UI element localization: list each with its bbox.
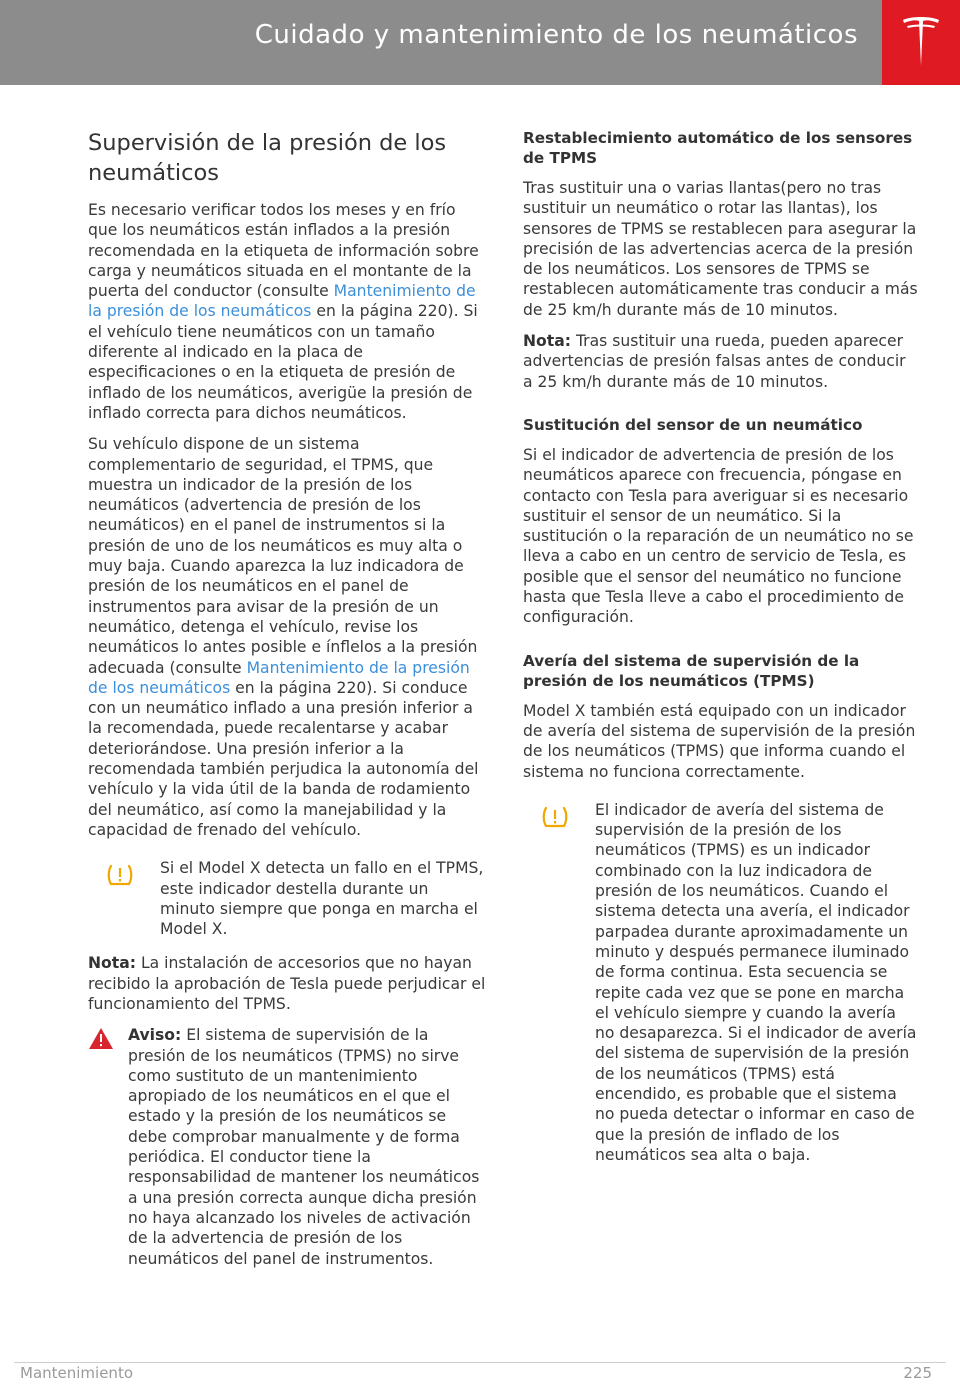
- page-number: 225: [903, 1364, 932, 1382]
- note-label: Nota:: [88, 954, 136, 973]
- subheading-sensor-replacement: Sustitución del sensor de un neumático: [523, 415, 863, 434]
- link-tire-pressure-maintenance[interactable]: Mantenimiento de la presión de los neumáticos: [88, 658, 470, 697]
- note: [523, 331, 919, 392]
- paragraph: Model X también está equipado con un indicador de avería del sistema de supervisión de la presión de los neumáticos (TPMS) que informa cuando el sistema no funciona correctamente.: [523, 701, 916, 781]
- warning-triangle-icon: [88, 1027, 114, 1050]
- warning-text: El sistema de supervisión de la presión de los neumáticos (TPMS) no sirve como sustituto de un mantenimiento apropiado de los neumáticos en el que el estado y la presión de los neumáticos se debe comprobar manualmente y de forma periódica. El conductor tiene la responsabilidad de mantener los neumáticos a una presión correcta aunque dicha presión no haya alcanzado los niveles de activación de la advertencia de presión de los neumáticos del panel de instrumentos.: [128, 1026, 480, 1268]
- warning-box: [88, 1025, 488, 1269]
- paragraph-text: en la página 220). Si el vehículo tiene neumáticos con un tamaño diferente al indicado en la placa de especificaciones o en la etiqueta de presión de inflado de los neumáticos, averigüe la presión de inflado correcta para dichos neumáticos.: [88, 302, 478, 422]
- note: [88, 953, 488, 1014]
- paragraph: Tras sustituir una o varias llantas(pero no tras sustituir un neumático o rotar las llantas), los sensores de TPMS se restablecen para asegurar la precisión de las advertencias acerca de la presión de los neumáticos. Los sensores de TPMS se restablecen automáticamente tras conducir a más de 25 km/h durante más de 10 minutos.: [523, 179, 918, 319]
- paragraph-text: Es necesario verificar todos los meses y en frío que los neumáticos están inflados a la presión recomendada en la etiqueta de información sobre carga y neumáticos situada en el montante de la puerta del conductor (consulte: [88, 201, 479, 301]
- paragraph: [88, 434, 488, 840]
- page-header: [0, 0, 882, 85]
- paragraph-text: en la página 220). Si conduce con un neumático inflado a una presión inferior a la recomendada, puede recalentarse y acabar deteriorándose. Una presión inferior a la recomendada también perjudica la autonomía del vehículo y la vida útil de la banda de rodamiento del neumático, así como la manejabilidad y la capacidad de frenado del vehículo.: [88, 678, 479, 839]
- note-label: Nota:: [523, 332, 571, 351]
- warning-text-block: [128, 1025, 488, 1269]
- footer-section: Mantenimiento: [20, 1364, 133, 1382]
- tpms-warning-icon: [541, 804, 569, 830]
- subheading-sensor-reset: Restablecimiento automático de los sensores de TPMS: [523, 129, 913, 167]
- tesla-logo: [882, 0, 960, 85]
- link-tire-pressure-maintenance[interactable]: Mantenimiento de la presión de los neumáticos: [88, 282, 476, 321]
- tpms-fault-callout: [523, 800, 919, 1165]
- tpms-warning-icon: [106, 862, 134, 888]
- right-column: [523, 128, 919, 1179]
- section-heading: Supervisión de la presión de los neumáticos: [88, 130, 447, 186]
- note-text: Tras sustituir una rueda, pueden aparecer advertencias de presión falsas antes de conducir a 25 km/h durante más de 10 minutos.: [523, 332, 906, 391]
- page-title: Cuidado y mantenimiento de los neumáticos: [254, 20, 858, 50]
- paragraph: Si el indicador de advertencia de presión de los neumáticos aparece con frecuencia, póngase en contacto con Tesla para averiguar si es necesario sustituir el sensor de un neumático. Si la sustitución o la reparación de un neumático no se lleva a cabo en un centro de servicio de Tesla, es posible que el sensor del neumático no funcione hasta que Tesla lleve a cabo el procedimiento de configuración.: [523, 445, 914, 627]
- subheading-tpms-fault: Avería del sistema de supervisión de la presión de los neumáticos (TPMS): [523, 651, 860, 690]
- callout-text: El indicador de avería del sistema de supervisión de la presión de los neumáticos (TPMS) es un indicador combinado con la luz indicadora de presión de los neumáticos. Cuando el sistema detecta una avería, el indicador parpadea durante aproximadamente un minuto y después permanece iluminado de forma continua. Esta secuencia se repite cada vez que se pone en marcha el vehículo siempre y cuando la avería no desaparezca. Si el indicador de avería del sistema de supervisión de la presión de los neumáticos (TPMS) está encendido, es probable que el sistema no pueda detectar o informar en caso de que la presión de inflado de los neumáticos sea alta o baja.: [595, 800, 917, 1164]
- tesla-logo-icon: [901, 14, 941, 70]
- paragraph-text: Su vehículo dispone de un sistema complementario de seguridad, el TPMS, que muestra un indicador de la presión de los neumáticos (advertencia de presión de los neumáticos) en el panel de instrumentos si la presión de uno de los neumáticos es muy alta o muy baja. Cuando aparezca la luz indicadora de presión de los neumáticos en el panel de instrumentos para avisar de la presión de un neumático, detenga el vehículo, revise los neumáticos lo antes posible e ínflelos a la presión adecuada (consulte: [88, 435, 478, 677]
- tpms-callout: [88, 858, 488, 939]
- left-column: [88, 128, 488, 1269]
- paragraph: [88, 200, 488, 423]
- note-text: La instalación de accesorios que no hayan recibido la aprobación de Tesla puede perjudicar el funcionamiento del TPMS.: [88, 954, 486, 1013]
- callout-text: Si el Model X detecta un fallo en el TPMS, este indicador destella durante un minuto siempre que ponga en marcha el Model X.: [160, 859, 484, 939]
- warning-label: Aviso:: [128, 1026, 182, 1045]
- footer-divider: [14, 1362, 946, 1363]
